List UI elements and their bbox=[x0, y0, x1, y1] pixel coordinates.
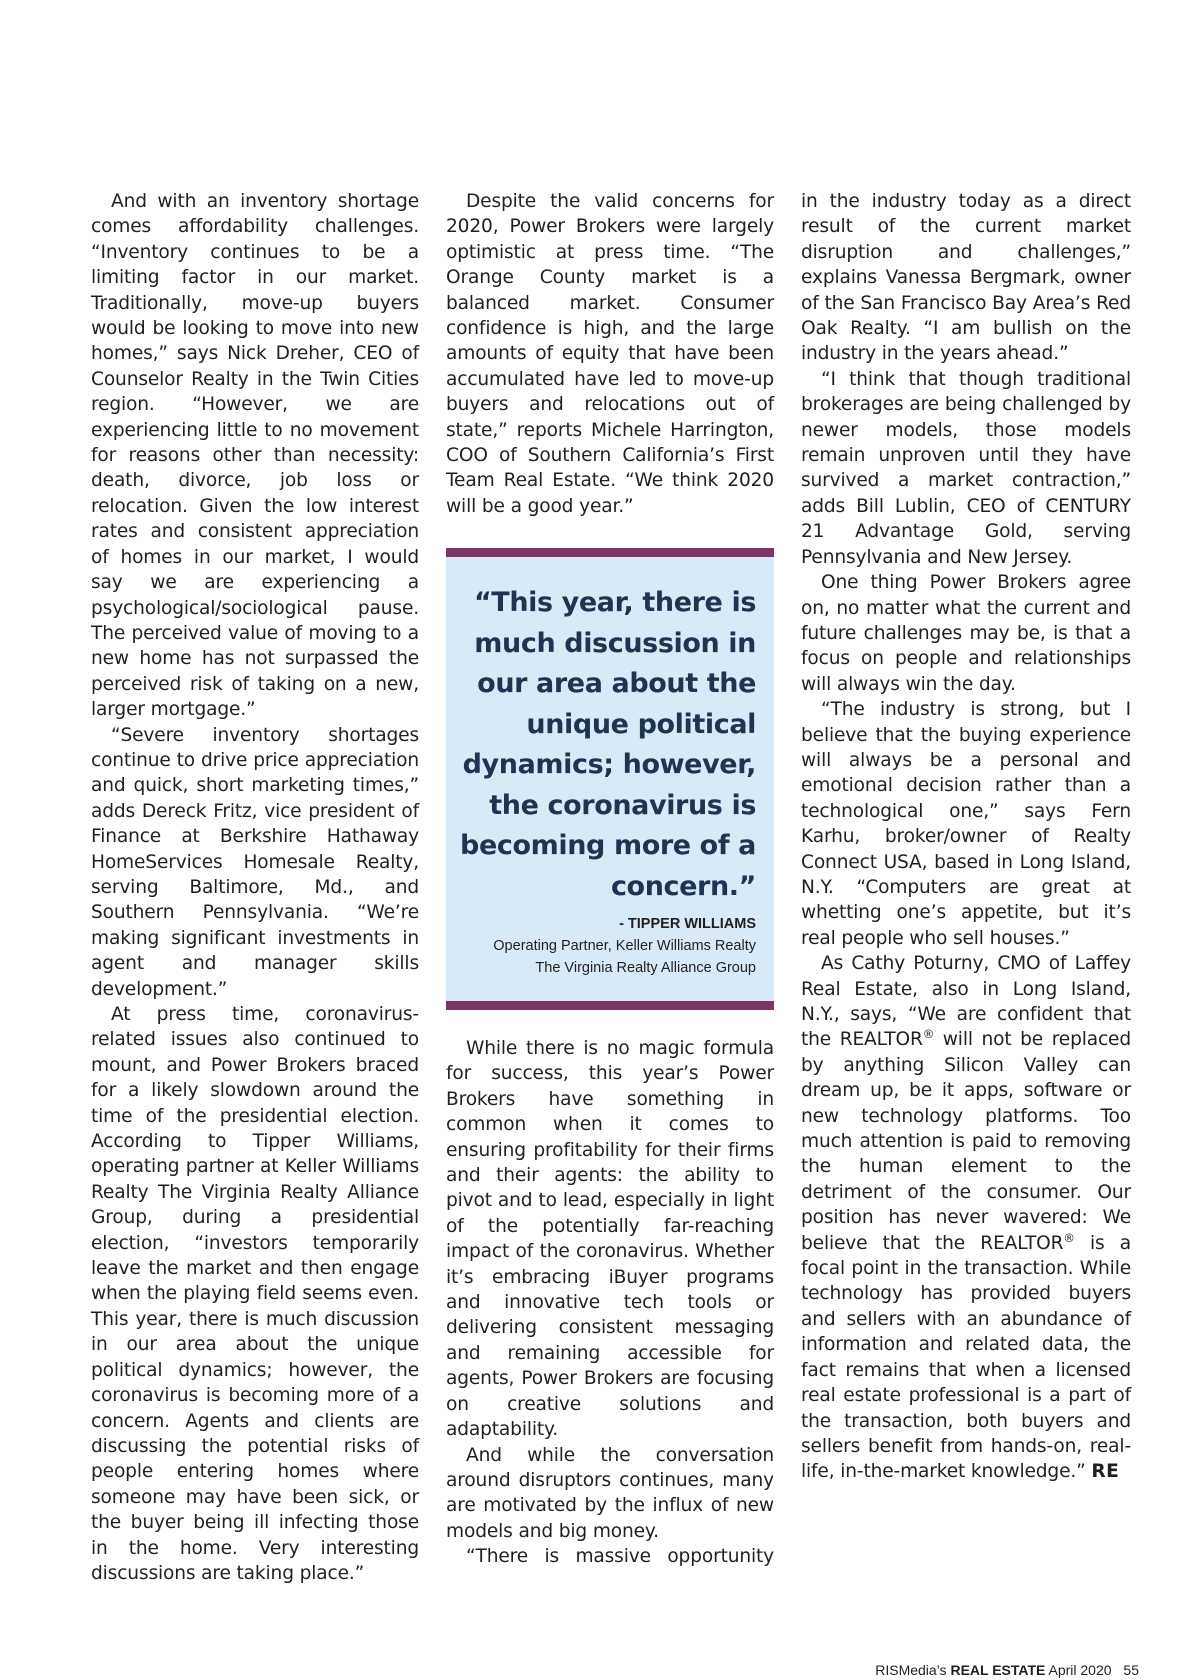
article-column-2-top bbox=[446, 189, 774, 519]
page-footer bbox=[875, 1662, 1139, 1678]
footer-publisher: RISMedia’s bbox=[875, 1662, 947, 1678]
end-of-article-mark: RE bbox=[1091, 1461, 1120, 1483]
paragraph: “There is massive opportunity bbox=[466, 1546, 774, 1568]
paragraph: “The industry is strong, but I believe that the buying experience will always be a personal and emotional decision rather than a technological one,” says Fern Karhu, broker/owner of Realty Connect USA, based in Long Island, N.Y. “Computers are great at whetting one’s appetite, but it’s real people who sell houses.” bbox=[801, 699, 1131, 949]
paragraph: Despite the valid concerns for 2020, Power Brokers were largely optimistic at press time. “The Orange County market is a balanced market. Consumer confidence is high, and the large amounts of equity that have been accumulated have led to move-up buyers and relocations out of state,” reports Michele Harrington, COO of Southern California’s First Team Real Estate. “We think 2020 will be a good year.” bbox=[446, 191, 774, 517]
article-column-3 bbox=[801, 189, 1131, 1485]
page-number: 55 bbox=[1123, 1662, 1139, 1678]
footer-issue-date: April 2020 bbox=[1048, 1662, 1112, 1678]
text-run: As Cathy Poturny, CMO of Laffey Real Estate, also in Long Island, N.Y., says, “We are confident that the REALTOR bbox=[801, 953, 1131, 1051]
pull-quote-author-title: Operating Partner, Keller Williams Realty bbox=[493, 938, 756, 954]
pull-quote-author-company: The Virginia Realty Alliance Group bbox=[535, 960, 756, 976]
article-column-2-bottom bbox=[446, 1036, 774, 1570]
pull-quote-box bbox=[446, 548, 774, 1010]
paragraph: While there is no magic formula for success, this year’s Power Brokers have something in common when it comes to ensuring profitability for their firms and their agents: the ability to pivot and to lead, especially in light of the potentially far-reaching impact of the coronavirus. Whether it’s embracing iBuyer programs and innovative tech tools or delivering consistent messaging and remaining accessible for agents, Power Brokers are focusing on creative solutions and adaptability. bbox=[446, 1038, 774, 1441]
article-column-1 bbox=[91, 189, 419, 1586]
paragraph: in the industry today as a direct result of the current market disruption and challenges,” explains Vanessa Bergmark, owner of the San Francisco Bay Area’s Red Oak Realty. “I am bullish on the industry in the years ahead.” bbox=[801, 191, 1131, 365]
paragraph: At press time, coronavirus-related issues also continued to mount, and Power Brokers braced for a likely slowdown around the time of the presidential election. According to Tipper Williams, operating partner at Keller Williams Realty The Virginia Realty Alliance Group, during a presidential election, “investors temporarily leave the market and then engage when the playing field seems even. This year, there is much discussion in our area about the unique political dynamics; however, the coronavirus is becoming more of a concern. Agents and clients are discussing the potential risks of people entering homes where someone may have been sick, or the buyer being ill infecting those in the home. Very interesting discussions are taking place.” bbox=[91, 1004, 419, 1584]
registered-mark: ® bbox=[922, 1027, 935, 1042]
paragraph-final bbox=[801, 951, 1131, 1485]
pull-quote-author: - TIPPER WILLIAMS bbox=[619, 916, 756, 932]
paragraph: “I think that though traditional brokerages are being challenged by newer models, those models remain unproven until they have survived a market contraction,” adds Bill Lublin, CEO of CENTURY 21 Advantage Gold, serving Pennsylvania and New Jersey. bbox=[801, 368, 1131, 568]
text-run: will not be replaced by anything Silicon Valley can dream up, be it apps, software or new technology platforms. Too much attention is paid to removing the human element to the detriment of the consumer. Our position has never wavered: We believe that the REALTOR bbox=[801, 1029, 1131, 1254]
pull-quote-text: “This year, there is much discussion in our area about the unique political dynamics; however, the coronavirus is becoming more of a concern.” bbox=[460, 587, 756, 902]
pull-quote-attribution bbox=[456, 913, 756, 979]
paragraph: And with an inventory shortage comes affordability challenges. “Inventory continues to be a limiting factor in our market. Traditionally, move-up buyers would be looking to move into new homes,” says Nick Dreher, CEO of Counselor Realty in the Twin Cities region. “However, we are experiencing little to no movement for reasons other than necessity: death, divorce, job loss or relocation. Given the low interest rates and consistent appreciation of homes in our market, I would say we are experiencing a psychological/sociological pause. The perceived value of moving to a new home has not surpassed the perceived risk of taking on a new, larger mortgage.” bbox=[91, 191, 419, 721]
paragraph: One thing Power Brokers agree on, no matter what the current and future challenges may be, is that a focus on people and relationships will always win the day. bbox=[801, 572, 1131, 695]
footer-magazine-title: REAL ESTATE bbox=[950, 1662, 1046, 1678]
paragraph: And while the conversation around disruptors continues, many are motivated by the influx of new models and big money. bbox=[446, 1444, 774, 1542]
paragraph: “Severe inventory shortages continue to drive price appreciation and quick, short marketing times,” adds Dereck Fritz, vice president of Finance at Berkshire Hathaway HomeServices Homesale Realty, serving Baltimore, Md., and Southern Pennsylvania. “We’re making significant investments in agent and manager skills development.” bbox=[91, 724, 419, 1000]
registered-mark: ® bbox=[1063, 1230, 1075, 1245]
text-run: is a focal point in the transaction. While technology has provided buyers and sellers with an abundance of information and related data, the fact remains that when a licensed real estate professional is a part of the transaction, both buyers and sellers benefit from hands-on, real-life, in-the-market knowledge.” bbox=[801, 1232, 1131, 1483]
